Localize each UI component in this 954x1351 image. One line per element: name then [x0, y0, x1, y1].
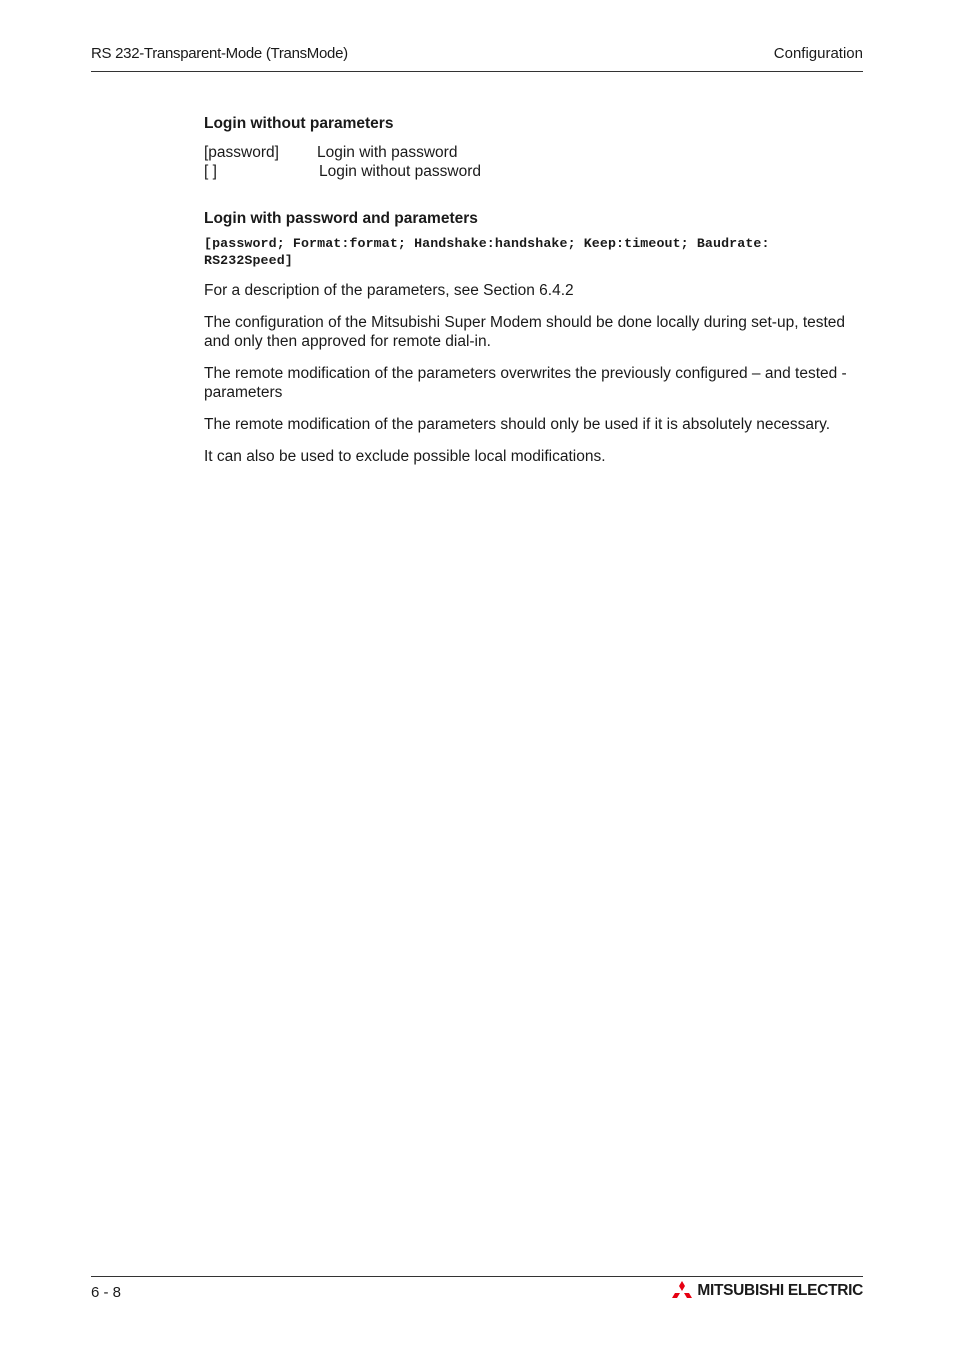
- page-number: 6 - 8: [91, 1284, 122, 1301]
- header-rule: [91, 71, 863, 72]
- brand-logo: [671, 1281, 863, 1300]
- header-document-title: RS 232-Transparent-Mode (TransMode): [91, 45, 348, 62]
- paragraph-description-reference: For a description of the parameters, see Section 6.4.2: [204, 282, 574, 299]
- paragraph-configuration: The configuration of the Mitsubishi Super Modem should be done locally during set-up, tested and only then approved for remote dial-in.: [204, 314, 846, 350]
- footer-rule: [91, 1276, 863, 1277]
- definition-description: Login without password: [319, 163, 481, 180]
- code-line: [password; Format:format; Handshake:handshake; Keep:timeout; Baudrate:: [204, 236, 770, 251]
- definition-row: [204, 162, 864, 181]
- page-content: [204, 114, 864, 466]
- definition-description: Login with password: [317, 144, 458, 161]
- paragraph-remote-overwrite: The remote modification of the parameters overwrites the previously configured – and tested - parameters: [204, 365, 847, 401]
- heading-login-without-parameters: Login without parameters: [204, 115, 394, 132]
- paragraph-exclude-local: It can also be used to exclude possible local modifications.: [204, 448, 606, 465]
- code-line: RS232Speed]: [204, 253, 293, 268]
- three-diamonds-logo-icon: [671, 1281, 693, 1300]
- header-section-title: Configuration: [773, 45, 863, 62]
- definition-term: [password]: [204, 144, 279, 161]
- definition-term: [ ]: [204, 163, 217, 180]
- brand-name: MITSUBISHI ELECTRIC: [697, 1281, 863, 1299]
- login-syntax-code: [204, 235, 864, 269]
- heading-login-with-password-and-parameters: Login with password and parameters: [204, 210, 478, 227]
- paragraph-remote-necessary: The remote modification of the parameters should only be used if it is absolutely necessary.: [204, 416, 831, 433]
- definition-row: [204, 143, 864, 162]
